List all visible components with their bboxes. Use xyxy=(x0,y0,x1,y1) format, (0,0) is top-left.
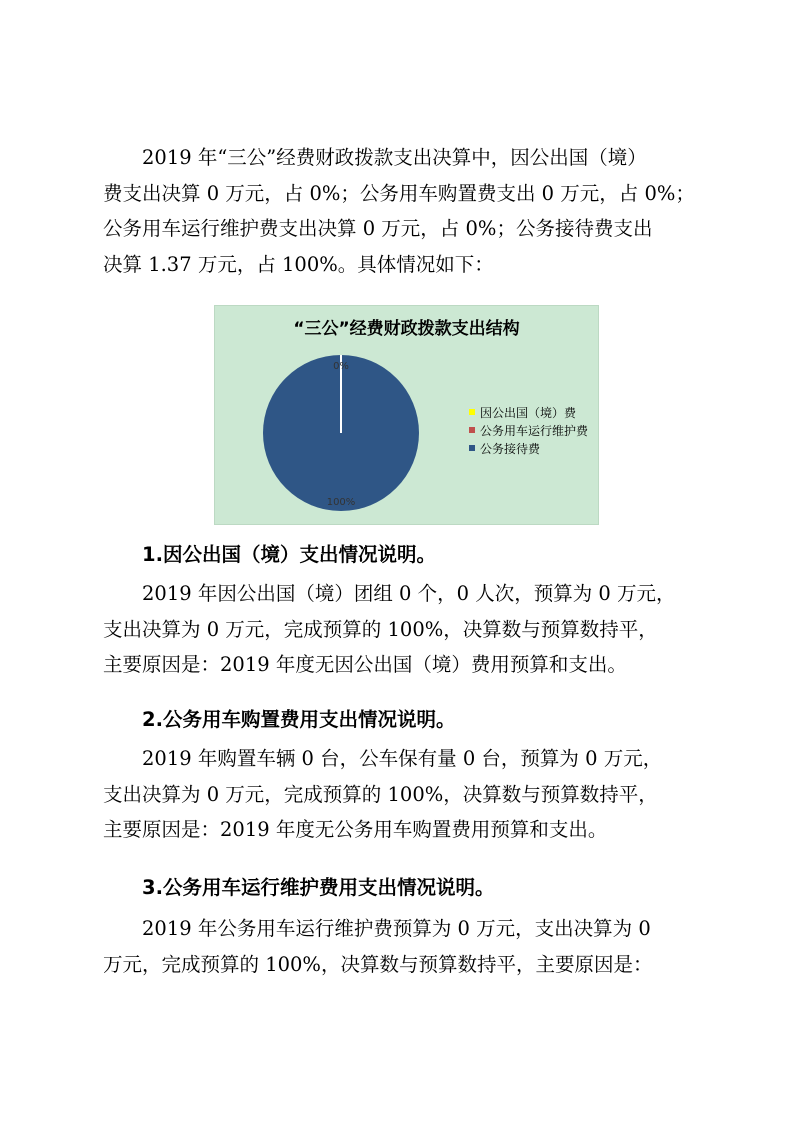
pie-data-label-1: 0% xyxy=(333,361,349,372)
section1-line-3: 主要原因是：2019 年度无因公出国（境）费用预算和支出。 xyxy=(103,653,627,676)
legend-item-3 xyxy=(469,439,588,457)
legend-label: 公务用车运行维护费 xyxy=(480,423,589,438)
chart-title: “三公”经费财政拨款支出结构 xyxy=(293,319,520,339)
section2-line-2: 支出决算为 0 万元，完成预算的 100%，决算数与预算数持平， xyxy=(103,782,658,806)
section3-line-2: 万元，完成预算的 100%，决算数与预算数持平，主要原因是： xyxy=(103,952,653,976)
section1-paragraph xyxy=(103,576,703,683)
legend-swatch xyxy=(469,409,475,415)
section1-heading: 1.因公出国（境）支出情况说明。 xyxy=(142,543,436,566)
intro-line-1: 2019 年“三公”经费财政拨款支出决算中，因公出国（境） xyxy=(142,146,647,169)
section1-line-1: 2019 年因公出国（境）团组 0 个，0 人次，预算为 0 万元， xyxy=(142,582,676,605)
section3-line-1: 2019 年公务用车运行维护费预算为 0 万元，支出决算为 0 xyxy=(142,917,651,940)
section2-heading: 2.公务用车购置费用支出情况说明。 xyxy=(142,708,456,731)
chart-legend xyxy=(469,403,588,457)
legend-swatch xyxy=(469,445,475,451)
pie-data-label-3: 100% xyxy=(326,497,356,508)
legend-swatch xyxy=(469,427,475,433)
legend-label: 因公出国（境）费 xyxy=(480,405,577,420)
section3-heading: 3.公务用车运行维护费用支出情况说明。 xyxy=(142,876,495,899)
intro-line-2: 费支出决算 0 万元，占 0%；公务用车购置费支出 0 万元，占 0%； xyxy=(103,181,695,205)
section1-line-2: 支出决算为 0 万元，完成预算的 100%，决算数与预算数持平， xyxy=(103,617,658,641)
section2-paragraph xyxy=(103,741,703,848)
section2-line-1: 2019 年购置车辆 0 台，公车保有量 0 台，预算为 0 万元， xyxy=(142,747,663,770)
intro-line-3: 公务用车运行维护费支出决算 0 万元，占 0%；公务接待费支出 xyxy=(103,217,653,240)
legend-item-1 xyxy=(469,403,588,421)
pie-chart xyxy=(214,305,599,525)
legend-item-2 xyxy=(469,421,588,439)
legend-label: 公务接待费 xyxy=(480,441,541,456)
intro-paragraph xyxy=(103,140,703,282)
section3-paragraph xyxy=(103,911,703,982)
intro-line-4: 决算 1.37 万元，占 100%。具体情况如下： xyxy=(103,252,494,276)
section2-line-3: 主要原因是：2019 年度无公务用车购置费用预算和支出。 xyxy=(103,818,608,841)
